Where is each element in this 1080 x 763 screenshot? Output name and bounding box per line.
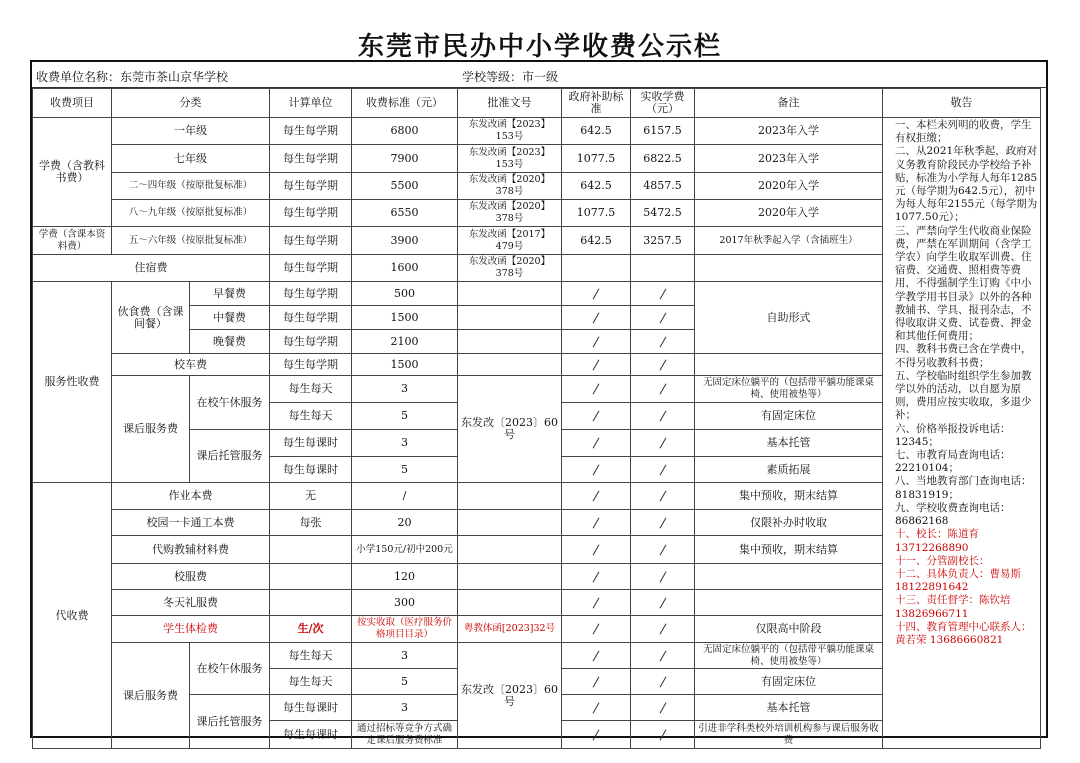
- category-cell: 学生体检费: [112, 616, 270, 643]
- category-cell: 作业本费: [112, 483, 270, 510]
- empty-slash: [562, 564, 631, 590]
- empty-slash: [631, 457, 695, 483]
- standard-cell: 120: [352, 564, 458, 590]
- doc-cell: 粤教体函[2023]32号: [458, 616, 562, 643]
- group-meal: 伙食费（含课间餐）: [112, 282, 190, 354]
- doc-cell: 东发改〔2023〕60号: [458, 643, 562, 749]
- remark-cell: 引进非学科类校外培训机构参与课后服务收费: [695, 721, 883, 749]
- category-cell: 八～九年级（按原批复标准）: [112, 200, 270, 227]
- remark-cell: 无固定床位躺平的（包括带平躺功能课桌椅、使用被垫等）: [695, 643, 883, 669]
- group-service: 服务性收费: [33, 282, 112, 483]
- group-afterschool: 课后服务费: [112, 376, 190, 483]
- empty-slash: [631, 590, 695, 616]
- remark-cell: 2020年入学: [695, 173, 883, 200]
- empty-slash: [562, 430, 631, 457]
- unit-cell: 每生每课时: [270, 695, 352, 721]
- subsidy-cell: 642.5: [562, 227, 631, 255]
- doc-cell: 东发改函【2020】378号: [458, 255, 562, 282]
- standard-cell: 3: [352, 376, 458, 403]
- group-afterschool-2: 课后服务费: [112, 643, 190, 749]
- category-cell: 七年级: [112, 145, 270, 173]
- empty-slash: [631, 564, 695, 590]
- standard-cell: 6550: [352, 200, 458, 227]
- header-unit: 计算单位: [270, 89, 352, 118]
- standard-cell: 5: [352, 403, 458, 430]
- doc-cell: 东发改函【2017】479号: [458, 227, 562, 255]
- empty-slash: [631, 536, 695, 564]
- category-cell: 校园一卡通工本费: [112, 510, 270, 536]
- header-remark: 备注: [695, 89, 883, 118]
- standard-cell: 3900: [352, 227, 458, 255]
- header-doc: 批准文号: [458, 89, 562, 118]
- unit-cell: 无: [270, 483, 352, 510]
- empty-slash: [631, 330, 695, 354]
- category-cell: 晚餐费: [190, 330, 270, 354]
- category-cell: 校车费: [112, 354, 270, 376]
- empty-slash: [631, 695, 695, 721]
- subsidy-cell: 642.5: [562, 118, 631, 145]
- contact-item: 十二、具体负责人：曹易斯 18122891642: [895, 567, 1021, 594]
- empty-slash: [562, 510, 631, 536]
- actual-cell: 5472.5: [631, 200, 695, 227]
- standard-cell: 500: [352, 282, 458, 306]
- group-care: 课后托管服务: [190, 430, 270, 483]
- unit-cell: 生/次: [270, 616, 352, 643]
- empty-slash: [562, 536, 631, 564]
- notice-item: 七、市教育局查询电话：22210104；: [895, 449, 1011, 475]
- table-header-row: [33, 89, 1041, 118]
- remark-cell: 2023年入学: [695, 118, 883, 145]
- unit-cell: 每生每课时: [270, 721, 352, 749]
- school-level: 学校等级：市一级: [462, 70, 559, 84]
- empty-slash: [631, 510, 695, 536]
- standard-cell: 按实收取（医疗服务价格项目目录）: [352, 616, 458, 643]
- group-tuition: 学费（含教科书费）: [33, 118, 112, 227]
- header-standard: 收费标准（元）: [352, 89, 458, 118]
- empty-slash: [631, 282, 695, 306]
- remark-cell: 2023年入学: [695, 145, 883, 173]
- remark-cell: 2017年秋季起入学（含插班生）: [695, 227, 883, 255]
- empty-slash: [562, 282, 631, 306]
- header-subsidy: 政府补助标准: [562, 89, 631, 118]
- unit-cell: 每生每学期: [270, 118, 352, 145]
- category-cell: 一年级: [112, 118, 270, 145]
- header-notice: 敬告: [883, 89, 1041, 118]
- standard-cell: 7900: [352, 145, 458, 173]
- remark-cell: 集中预收，期末结算: [695, 536, 883, 564]
- remark-cell: 基本托管: [695, 695, 883, 721]
- unit-cell: 每生每学期: [270, 255, 352, 282]
- empty-slash: [562, 721, 631, 749]
- group-noon-2: 在校午休服务: [190, 643, 270, 695]
- notice-item: 六、价格举报投诉电话：12345；: [895, 422, 1011, 448]
- standard-cell: 5: [352, 669, 458, 695]
- remark-cell: 基本托管: [695, 430, 883, 457]
- standard-cell: 300: [352, 590, 458, 616]
- doc-cell: 东发改函【2020】378号: [458, 173, 562, 200]
- unit-cell: 每生每天: [270, 669, 352, 695]
- empty-slash: [562, 695, 631, 721]
- empty-slash: [631, 616, 695, 643]
- empty-slash: [631, 376, 695, 403]
- remark-cell: 仅限高中阶段: [695, 616, 883, 643]
- unit-cell: 每生每学期: [270, 173, 352, 200]
- empty-slash: [631, 430, 695, 457]
- unit-cell: 每生每天: [270, 403, 352, 430]
- empty-slash: [562, 669, 631, 695]
- notice-item: 四、教科书费已含在学费中，不得另收教科书费；: [895, 343, 1032, 369]
- standard-cell: 小学150元/初中200元: [352, 536, 458, 564]
- remark-cell: 有固定床位: [695, 403, 883, 430]
- remark-cell: 素质拓展: [695, 457, 883, 483]
- category-cell: 早餐费: [190, 282, 270, 306]
- unit-cell: 每生每天: [270, 643, 352, 669]
- header-category: 分类: [112, 89, 270, 118]
- standard-cell: 通过招标等竞争方式确定课后服务费标准: [352, 721, 458, 749]
- notice-text: [891, 117, 1045, 736]
- unit-cell: 每生每天: [270, 376, 352, 403]
- remark-cell: 集中预收，期末结算: [695, 483, 883, 510]
- empty-slash: [562, 306, 631, 330]
- category-cell: 冬天礼服费: [112, 590, 270, 616]
- empty-slash: [631, 721, 695, 749]
- standard-cell: 2100: [352, 330, 458, 354]
- standard-cell: 1600: [352, 255, 458, 282]
- remark-cell: 自助形式: [695, 282, 883, 354]
- notice-item: 五、学校临时组织学生参加教学以外的活动，以自愿为原则，费用应按实收取，多退少补；: [895, 369, 1032, 422]
- fee-table: [32, 88, 1041, 749]
- doc-cell: 东发改函【2020】378号: [458, 200, 562, 227]
- notice-item: 二、从2021年秋季起，政府对义务教育阶段民办学校给予补贴，标准为小学每人每年1285元（每学期为642.5元），初中为每人每年2155元（每学期为1077.50元）；: [895, 145, 1038, 224]
- empty-slash: [631, 669, 695, 695]
- unit-cell: 每生每学期: [270, 306, 352, 330]
- notice-item: 三、严禁向学生代收商业保险费，严禁在军训期间（含学工学农）向学生收取军训费、住宿费、交通费、照相费等费用，不得强制学生订购《中小学教学用书目录》以外的各种教辅书、学具、报刊杂志，不得收取讲义费、试卷费、押金和其他任何费用；: [895, 224, 1032, 343]
- standard-cell: 1500: [352, 354, 458, 376]
- empty-slash: [562, 403, 631, 430]
- empty-slash: [631, 354, 695, 376]
- empty-slash: [562, 590, 631, 616]
- empty-slash: [631, 483, 695, 510]
- empty-slash: [631, 643, 695, 669]
- doc-cell: 东发改函【2023】153号: [458, 118, 562, 145]
- unit-cell: 每生每学期: [270, 354, 352, 376]
- empty-slash: [562, 330, 631, 354]
- contact-item: 十、校长：陈道育 13712268890: [895, 528, 979, 554]
- unit-cell: 每生每学期: [270, 282, 352, 306]
- header-actual: 实收学费（元）: [631, 89, 695, 118]
- actual-cell: 4857.5: [631, 173, 695, 200]
- contact-item: 十一、分管副校长：: [895, 554, 990, 567]
- subsidy-cell: 642.5: [562, 173, 631, 200]
- remark-cell: 无固定床位躺平的（包括带平躺功能课桌椅、使用被垫等）: [695, 376, 883, 403]
- empty-slash: [562, 643, 631, 669]
- group-noon: 在校午休服务: [190, 376, 270, 430]
- empty-slash: [562, 457, 631, 483]
- unit-cell: 每生每学期: [270, 330, 352, 354]
- standard-cell: /: [352, 483, 458, 510]
- actual-cell: 6157.5: [631, 118, 695, 145]
- actual-cell: 6822.5: [631, 145, 695, 173]
- remark-cell: 仅限补办时收取: [695, 510, 883, 536]
- unit-cell: 每生每学期: [270, 227, 352, 255]
- info-bar: [32, 62, 1046, 88]
- empty-slash: [631, 403, 695, 430]
- page-title: 东莞市民办中小学收费公示栏: [357, 32, 722, 62]
- standard-cell: 6800: [352, 118, 458, 145]
- empty-slash: [562, 354, 631, 376]
- empty-slash: [562, 376, 631, 403]
- unit-cell: 每张: [270, 510, 352, 536]
- standard-cell: 5: [352, 457, 458, 483]
- empty-slash: [562, 483, 631, 510]
- empty-slash: [631, 306, 695, 330]
- doc-cell: 东发改〔2023〕60号: [458, 376, 562, 483]
- notice-item: 八、当地教育部门查询电话：81831919；: [895, 475, 1032, 501]
- contact-item: 十四、教育管理中心联系人：黄若荣 13686660821: [895, 620, 1032, 646]
- standard-cell: 1500: [352, 306, 458, 330]
- standard-cell: 5500: [352, 173, 458, 200]
- unit-cell: 每生每学期: [270, 200, 352, 227]
- standard-cell: 3: [352, 643, 458, 669]
- notice-item: 九、学校收费查询电话：86862168: [895, 501, 1011, 528]
- fee-unit-name: 收费单位名称：东莞市茶山京华学校: [36, 70, 229, 84]
- contact-item: 十三、责任督学：陈钦培 13826966711: [895, 594, 1011, 620]
- unit-cell: 每生每课时: [270, 430, 352, 457]
- group-tuition-2: 学费（含课本资料费）: [33, 227, 112, 255]
- unit-cell: 每生每学期: [270, 145, 352, 173]
- category-cell: 二～四年级（按原批复标准）: [112, 173, 270, 200]
- subsidy-cell: 1077.5: [562, 200, 631, 227]
- category-cell: 住宿费: [33, 255, 270, 282]
- remark-cell: 有固定床位: [695, 669, 883, 695]
- empty-slash: [562, 616, 631, 643]
- category-cell: 中餐费: [190, 306, 270, 330]
- header-item: 收费项目: [33, 89, 112, 118]
- group-collect: 代收费: [33, 483, 112, 749]
- remark-cell: 2020年入学: [695, 200, 883, 227]
- group-care-2: 课后托管服务: [190, 695, 270, 749]
- doc-cell: 东发改函【2023】153号: [458, 145, 562, 173]
- standard-cell: 3: [352, 695, 458, 721]
- unit-cell: 每生每课时: [270, 457, 352, 483]
- table-row: [33, 118, 1041, 145]
- category-cell: 代购教辅材料费: [112, 536, 270, 564]
- notice-item: 一、本栏未列明的收费，学生有权拒缴；: [895, 119, 1032, 145]
- category-cell: 校服费: [112, 564, 270, 590]
- actual-cell: 3257.5: [631, 227, 695, 255]
- standard-cell: 3: [352, 430, 458, 457]
- category-cell: 五～六年级（按原批复标准）: [112, 227, 270, 255]
- standard-cell: 20: [352, 510, 458, 536]
- subsidy-cell: 1077.5: [562, 145, 631, 173]
